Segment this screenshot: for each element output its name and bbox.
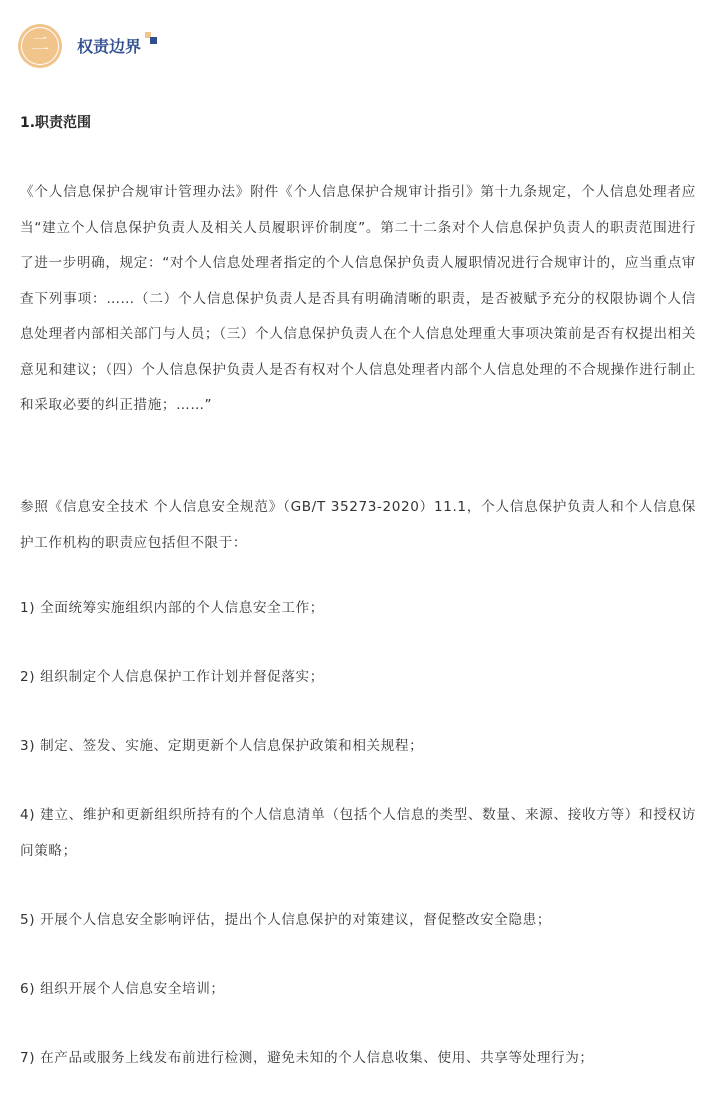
paragraph-standard-reference: 参照《信息安全技术 个人信息安全规范》（GB/T 35273-2020）11.1，个人信息保护负责人和个人信息保护工作机构的职责应包括但不限于：: [20, 499, 696, 551]
list-item: 1) 全面统筹实施组织内部的个人信息安全工作；: [20, 600, 324, 616]
decorative-square-blue: [150, 37, 157, 44]
list-item: 6) 组织开展个人信息安全培训；: [20, 981, 225, 997]
list-item: 4) 建立、维护和更新组织所持有的个人信息清单（包括个人信息的类型、数量、来源、接收方等）和授权访问策略；: [20, 807, 696, 859]
paragraph-audit-guideline: 《个人信息保护合规审计管理办法》附件《个人信息保护合规审计指引》第十九条规定，个人信息处理者应当“建立个人信息保护负责人及相关人员履职评价制度”。第二十二条对个人信息保护负责人的职责范围进行了进一步明确，规定：“对个人信息处理者指定的个人信息保护负责人履职情况进行合规审计的，应当重点审查下列事项：……（二）个人信息保护负责人是否具有明确清晰的职责，是否被赋予充分的权限协调个人信息处理者内部相关部门与人员；（三）个人信息保护负责人在个人信息处理重大事项决策前是否有权提出相关意见和建议；（四）个人信息保护负责人是否有权对个人信息处理者内部个人信息处理的不合规操作进行制止和采取必要的纠正措施；……”: [20, 184, 696, 413]
section-number: 二: [31, 34, 49, 55]
subsection-title: 1.职责范围: [20, 115, 92, 131]
section-header: [18, 24, 218, 72]
list-item: 7) 在产品或服务上线发布前进行检测，避免未知的个人信息收集、使用、共享等处理行为；: [20, 1050, 594, 1066]
list-item: 2) 组织制定个人信息保护工作计划并督促落实；: [20, 669, 324, 685]
list-item: 5) 开展个人信息安全影响评估，提出个人信息保护的对策建议，督促整改安全隐患；: [20, 912, 552, 928]
section-heading: 权责边界: [77, 37, 142, 56]
list-item: 3) 制定、签发、实施、定期更新个人信息保护政策和相关规程；: [20, 738, 424, 754]
section-number-badge: [18, 24, 62, 68]
